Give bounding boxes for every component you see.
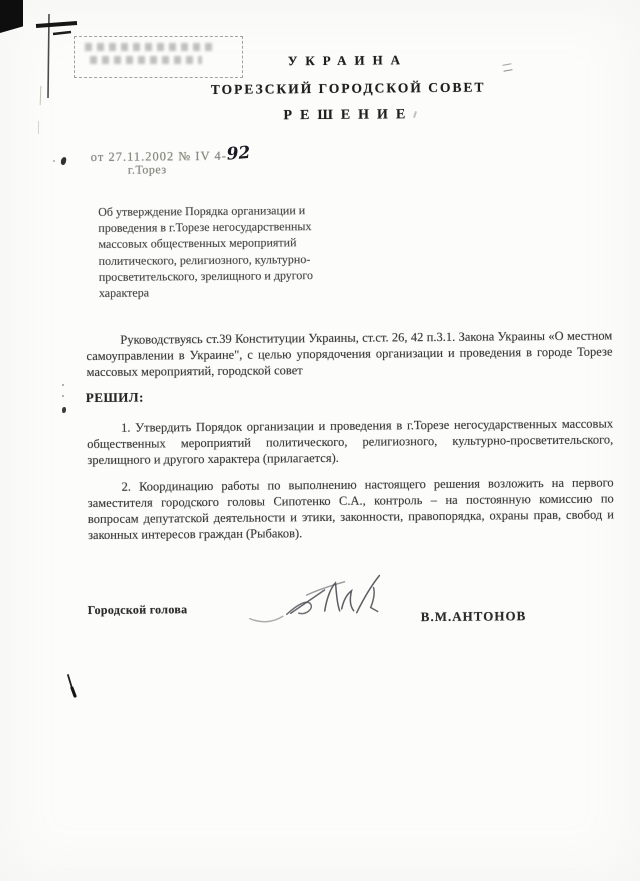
header-country: УКРАИНА	[287, 52, 409, 69]
resolution-item-2: 2. Координацию работы по выполнению настоящего решения возложить на первого заместителя городского головы Сипотенко С.А., контроль – на постоянную комиссию по вопросам депутатской деятельности и этики, законности, правопорядка, охраны прав, свобод и законных интересов граждан (Рыбаков).	[87, 475, 614, 543]
header-doc-type: РЕШЕНИЕ	[283, 107, 414, 124]
doc-preamble-paragraph: Руководствуясь ст.39 Конституции Украины, ст.ст. 26, 42 п.3.1. Закона Украины «О местном самоуправлении в Украине", с целью упорядочения организации и проведения в городе Торезе массовых мероприятий, городской совет	[86, 328, 613, 380]
signature-scribble	[244, 569, 390, 628]
header-council-name: ТОРЕЗСКИЙ ГОРОДСКОЙ СОВЕТ	[210, 79, 486, 97]
doc-subject-paragraph: Об утверждение Порядка организации и проведения в г.Торезе негосударственных массовых общественных мероприятий политического, религиозного, культурно-просветительского, зрелищного и другого характера	[98, 203, 314, 300]
signature-name: В.М.АНТОНОВ	[420, 608, 527, 625]
resolved-heading: РЕШИЛ:	[85, 389, 144, 406]
date-number-prefix: от 27.11.2002 № IV 4-	[90, 148, 227, 164]
signature-title: Городской голова	[87, 602, 188, 618]
handwritten-doc-number: 92	[226, 142, 252, 165]
doc-city: г.Торез	[127, 162, 167, 177]
resolution-item-1: 1. Утвердить Порядок организации и проведения в г.Торезе негосударственных массовых общественных мероприятий политического, религиозного, культурно-просветительского, зрелищного и другого характера (прилагается).	[87, 416, 614, 468]
doc-date-number-line	[90, 142, 252, 166]
